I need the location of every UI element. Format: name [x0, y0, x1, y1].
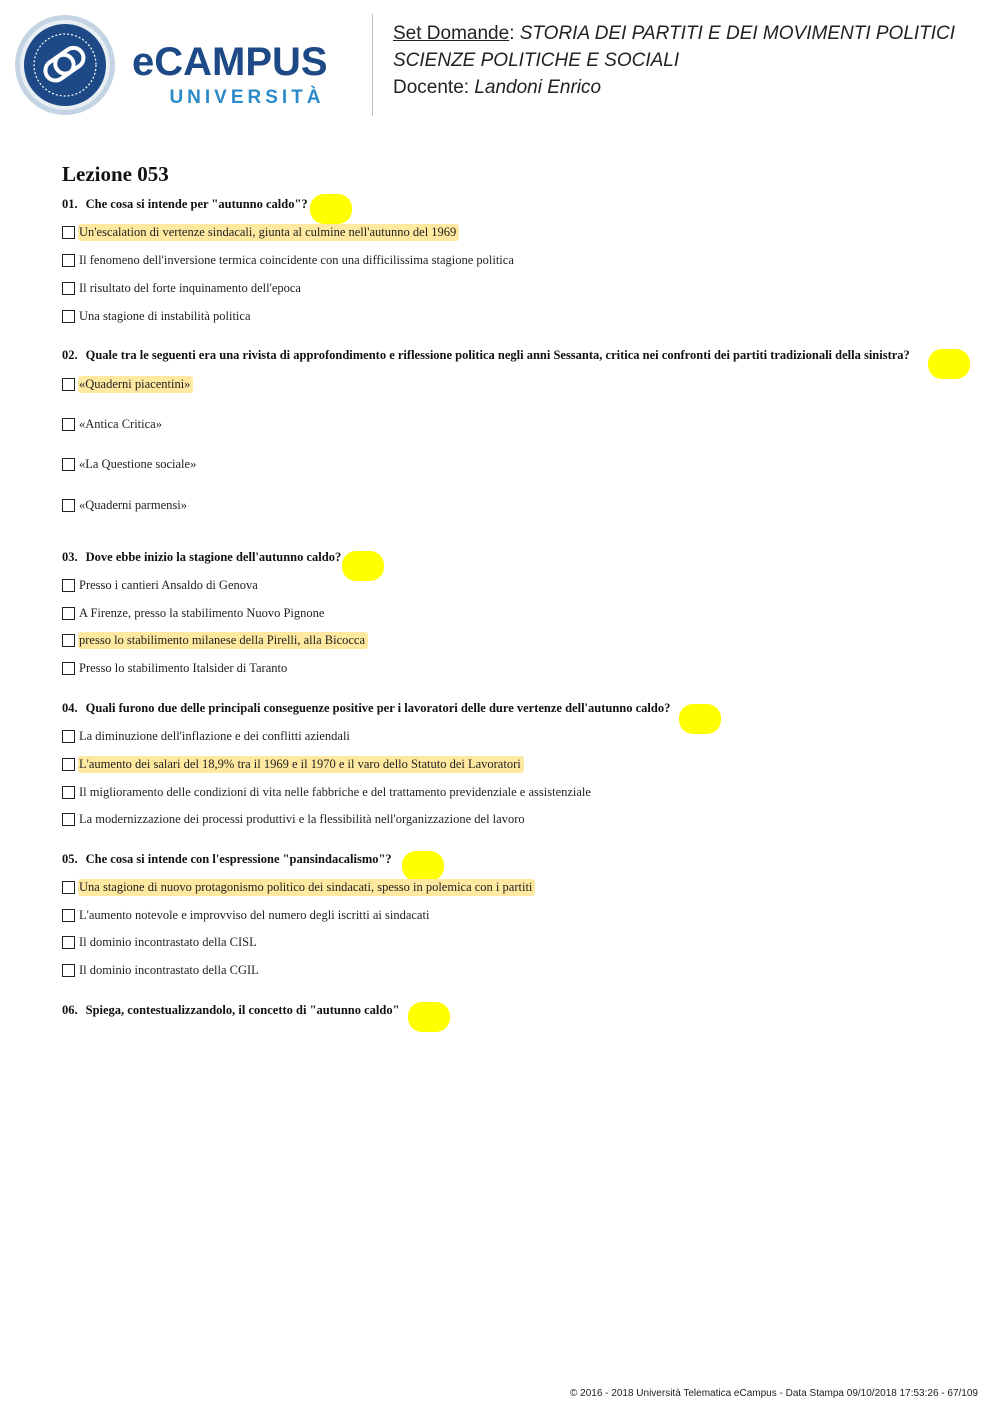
- checkbox-icon[interactable]: [62, 282, 75, 295]
- answer-text: Il dominio incontrastato della CISL: [79, 934, 257, 949]
- answer-text: «La Questione sociale»: [79, 456, 197, 471]
- answer-option[interactable]: [62, 279, 304, 297]
- yellow-highlight-mark: [402, 851, 444, 881]
- question-06: [62, 1003, 400, 1018]
- page-header: [0, 0, 1000, 130]
- checkbox-icon[interactable]: [62, 579, 75, 592]
- question-text: Spiega, contestualizzandolo, il concetto di "autunno caldo": [85, 1003, 400, 1017]
- ecampus-seal-logo: [14, 14, 116, 116]
- question-03: [62, 550, 341, 565]
- logo-brand-text: eCAMPUS: [132, 40, 328, 84]
- answer-text: «Quaderni piacentini»: [78, 376, 193, 393]
- checkbox-icon[interactable]: [62, 964, 75, 977]
- answer-option[interactable]: [62, 659, 290, 677]
- teacher-name: Landoni Enrico: [474, 77, 602, 98]
- answer-option[interactable]: [62, 961, 262, 979]
- answer-text: «Quaderni parmensi»: [79, 497, 187, 512]
- question-02: [62, 348, 910, 363]
- checkbox-icon[interactable]: [62, 730, 75, 743]
- yellow-highlight-mark: [679, 704, 721, 734]
- answer-option[interactable]: [62, 223, 459, 241]
- answer-option[interactable]: [62, 783, 594, 801]
- answer-option[interactable]: [62, 576, 261, 594]
- answer-text: «Antica Critica»: [79, 416, 162, 431]
- question-number: 06.: [62, 1003, 78, 1017]
- set-separator: :: [509, 23, 520, 44]
- question-text: Quali furono due delle principali conseguenze positive per i lavoratori delle dure vertenze dell'autunno caldo?: [85, 701, 671, 715]
- checkbox-icon[interactable]: [62, 226, 75, 239]
- question-number: 05.: [62, 852, 78, 866]
- answer-text: Presso lo stabilimento Italsider di Taranto: [79, 660, 288, 675]
- answer-option[interactable]: [62, 604, 327, 622]
- answer-text: Il risultato del forte inquinamento dell'epoca: [79, 280, 301, 295]
- question-number: 01.: [62, 197, 78, 211]
- header-divider: [372, 14, 373, 116]
- answer-option[interactable]: [62, 755, 524, 773]
- answer-option[interactable]: [62, 727, 353, 745]
- answer-option[interactable]: [62, 810, 528, 828]
- checkbox-icon[interactable]: [62, 607, 75, 620]
- checkbox-icon[interactable]: [62, 813, 75, 826]
- course-name: STORIA DEI PARTITI E DEI MOVIMENTI POLITICI: [519, 23, 956, 44]
- question-text: Dove ebbe inizio la stagione dell'autunno caldo?: [85, 550, 342, 564]
- checkbox-icon[interactable]: [62, 254, 75, 267]
- set-label: Set Domande: [393, 23, 510, 44]
- answer-text: A Firenze, presso la stabilimento Nuovo Pignone: [79, 605, 325, 620]
- answer-text: Il dominio incontrastato della CGIL: [79, 962, 259, 977]
- question-04: [62, 701, 670, 716]
- answer-option[interactable]: [62, 878, 535, 896]
- course-line-2: SCIENZE POLITICHE E SOCIALI: [393, 50, 680, 71]
- answer-option[interactable]: [62, 496, 190, 514]
- checkbox-icon[interactable]: [62, 786, 75, 799]
- ecampus-wordmark: [132, 40, 357, 112]
- checkbox-icon[interactable]: [62, 634, 75, 647]
- yellow-highlight-mark: [310, 194, 352, 224]
- answer-text: La modernizzazione dei processi produttivi e la flessibilità nell'organizzazione del lavoro: [79, 811, 525, 826]
- answer-text: L'aumento notevole e improvviso del numero degli iscritti ai sindacati: [79, 907, 430, 922]
- question-number: 03.: [62, 550, 78, 564]
- question-01: [62, 197, 308, 212]
- question-number: 04.: [62, 701, 78, 715]
- question-text: Quale tra le seguenti era una rivista di approfondimento e riflessione politica negli anni Sessanta, critica nei confronti dei partiti tradizionali della sinistra?: [85, 348, 910, 362]
- checkbox-icon[interactable]: [62, 499, 75, 512]
- page-footer: © 2016 - 2018 Università Telematica eCampus - Data Stampa 09/10/2018 17:53:26 - 67/109: [570, 1388, 978, 1399]
- question-05: [62, 852, 392, 867]
- answer-option[interactable]: [62, 415, 165, 433]
- checkbox-icon[interactable]: [62, 758, 75, 771]
- checkbox-icon[interactable]: [62, 418, 75, 431]
- checkbox-icon[interactable]: [62, 881, 75, 894]
- answer-text: Presso i cantieri Ansaldo di Genova: [79, 577, 258, 592]
- answer-option[interactable]: [62, 455, 199, 473]
- answer-option[interactable]: [62, 933, 260, 951]
- teacher-line: [393, 74, 993, 101]
- checkbox-icon[interactable]: [62, 909, 75, 922]
- answer-option[interactable]: [62, 631, 368, 649]
- checkbox-icon[interactable]: [62, 310, 75, 323]
- question-text: Che cosa si intende con l'espressione "pansindacalismo"?: [85, 852, 392, 866]
- checkbox-icon[interactable]: [62, 662, 75, 675]
- answer-option[interactable]: [62, 375, 193, 393]
- question-text: Che cosa si intende per "autunno caldo"?: [85, 197, 308, 211]
- answer-text: Una stagione di nuovo protagonismo politico dei sindacati, spesso in polemica con i partiti: [78, 879, 535, 896]
- answer-text: La diminuzione dell'inflazione e dei conflitti aziendali: [79, 728, 350, 743]
- answer-option[interactable]: [62, 251, 517, 269]
- header-info: [393, 20, 993, 101]
- checkbox-icon[interactable]: [62, 458, 75, 471]
- yellow-highlight-mark: [408, 1002, 450, 1032]
- course-line-1: [393, 20, 993, 47]
- answer-text: Il fenomeno dell'inversione termica coincidente con una difficilissima stagione politica: [79, 252, 514, 267]
- answer-text: Un'escalation di vertenze sindacali, giunta al culmine nell'autunno del 1969: [78, 224, 459, 241]
- answer-option[interactable]: [62, 906, 432, 924]
- teacher-label: Docente:: [393, 77, 475, 98]
- question-number: 02.: [62, 348, 78, 362]
- yellow-highlight-mark: [928, 349, 970, 379]
- logo-sub-text: UNIVERSITÀ: [169, 87, 325, 108]
- answer-option[interactable]: [62, 307, 254, 325]
- yellow-highlight-mark: [342, 551, 384, 581]
- checkbox-icon[interactable]: [62, 378, 75, 391]
- answer-text: Una stagione di instabilità politica: [79, 308, 251, 323]
- answer-text: presso lo stabilimento milanese della Pirelli, alla Bicocca: [78, 632, 368, 649]
- lesson-title: Lezione 053: [62, 162, 169, 186]
- answer-text: Il miglioramento delle condizioni di vita nelle fabbriche e del trattamento previdenziale e assistenziale: [79, 784, 591, 799]
- checkbox-icon[interactable]: [62, 936, 75, 949]
- answer-text: L'aumento dei salari del 18,9% tra il 1969 e il 1970 e il varo dello Statuto dei Lavoratori: [78, 756, 524, 773]
